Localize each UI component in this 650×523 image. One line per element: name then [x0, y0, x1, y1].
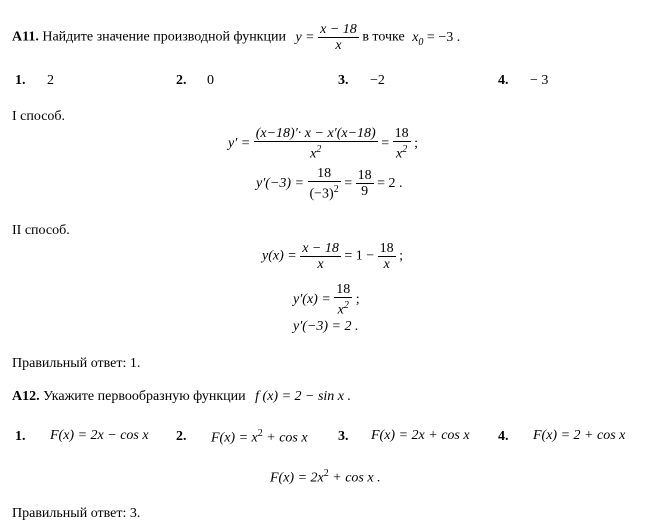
- a12-question: [12, 389, 351, 405]
- a11-option-4-value: − 3: [530, 73, 549, 88]
- a12-solution: $F(x) = 2x^2 + \cos x$ .: [270, 468, 381, 486]
- a11-question: [12, 22, 460, 62]
- method-1-label: I способ.: [12, 109, 66, 124]
- a11-option-1-value: 2: [47, 73, 54, 88]
- a11-answer: Правильный ответ: 1.: [12, 356, 141, 371]
- a12-option-1-value: F(x) = 2x − cos x: [50, 428, 149, 443]
- a11-point: $x_0 = -3$ .: [412, 29, 461, 48]
- a11-option-3-value: −2: [370, 73, 385, 88]
- method-1-value: y′(−3) = $\frac{18}{(-3)^2}$ = $\frac{18}{9}$ = 2 .: [256, 166, 403, 202]
- method-1-derivative: y′ = $\frac{(x-18)'\cdot x - x'(x-18)}{x^2}$ = $\frac{18}{x^2}$ ;: [228, 126, 419, 162]
- a11-option-3[interactable]: 3.: [338, 73, 349, 88]
- method-2-label: II способ.: [12, 223, 70, 238]
- a12-option-3[interactable]: 3.: [338, 429, 349, 444]
- a12-answer: Правильный ответ: 3.: [12, 506, 141, 521]
- a12-option-2-value: $F(x) = x^2 + \cos x$: [211, 428, 308, 446]
- a12-option-3-value: F(x) = 2x + cos x: [371, 428, 470, 443]
- a11-option-2-value: 0: [207, 73, 214, 88]
- a12-function: f (x) = 2 − sin x .: [255, 389, 352, 404]
- a12-label: A12.: [12, 389, 40, 404]
- method-2-derivative: y′(x) = $\frac{18}{x^2}$ ;: [293, 282, 360, 318]
- method-2-value: y′(−3) = 2 .: [293, 319, 359, 334]
- a11-option-4[interactable]: 4.: [498, 73, 509, 88]
- a11-option-1[interactable]: 1.: [15, 73, 26, 88]
- a11-at-text: в точке: [362, 29, 405, 45]
- a12-option-1[interactable]: 1.: [15, 429, 26, 444]
- a12-option-4[interactable]: 4.: [498, 429, 509, 444]
- a11-option-2[interactable]: 2.: [176, 73, 187, 88]
- method-2-function: y(x) = $\frac{x - 18}{x}$ = 1 − $\frac{18}{x}$ ;: [262, 241, 404, 272]
- a12-question-text: Укажите первообразную функции: [43, 389, 246, 404]
- a12-option-4-value: F(x) = 2 + cos x: [533, 428, 626, 443]
- a11-question-text: Найдите значение производной функции: [42, 29, 286, 45]
- a12-option-2[interactable]: 2.: [176, 429, 187, 444]
- a11-label: A11.: [12, 29, 39, 45]
- a11-function-fraction: $\frac{x - 18}{x}$: [320, 22, 357, 53]
- a11-function-lhs: y =: [295, 29, 315, 45]
